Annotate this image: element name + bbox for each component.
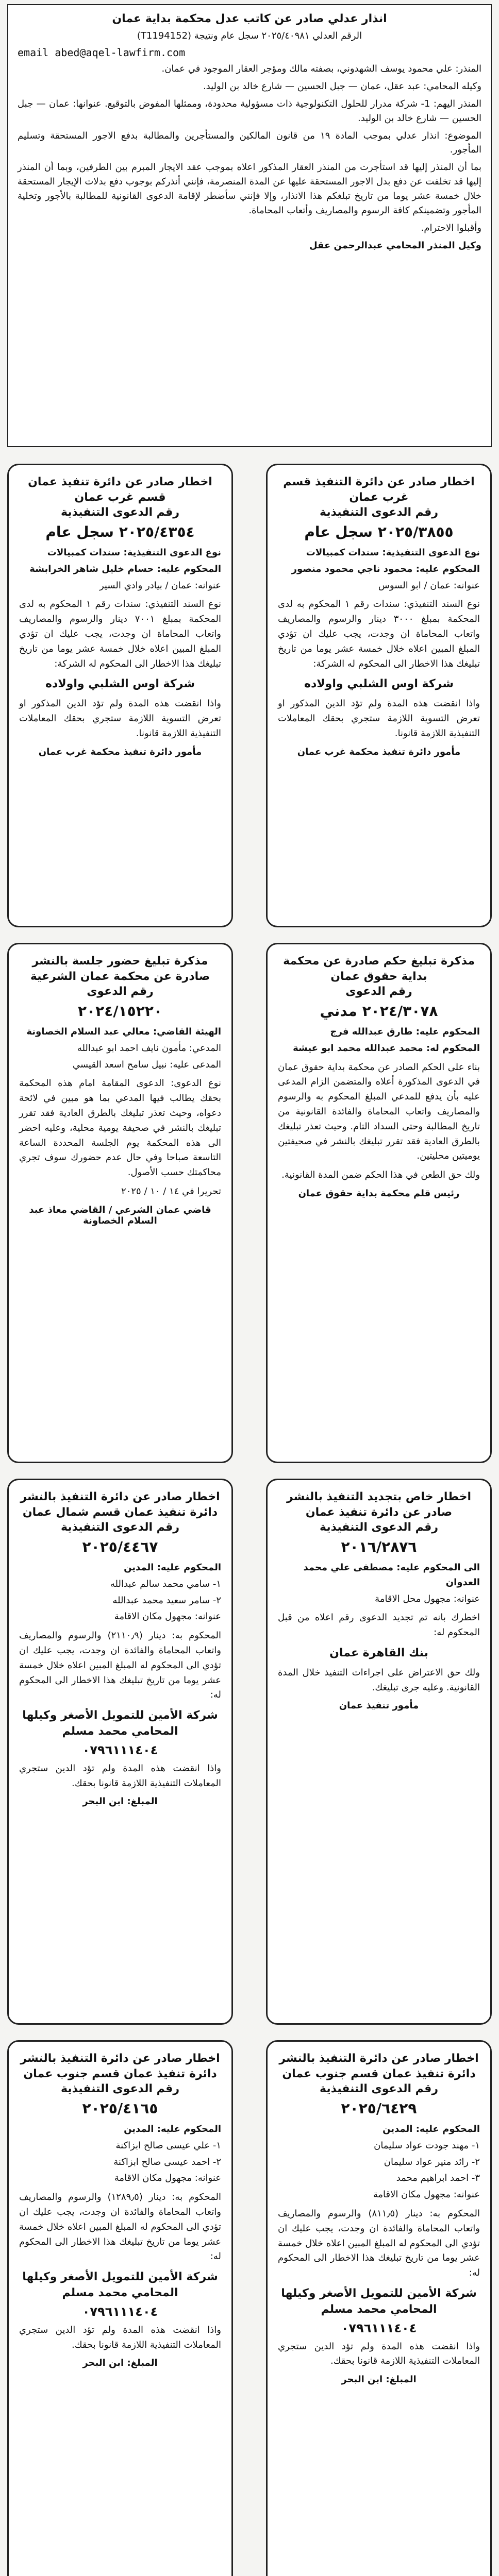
notice-signature: وكيل المنذر المحامي عبدالرحمن عقل <box>309 240 481 251</box>
notice-paragraph: بما أن المنذر إليها قد استأجرت من المنذر العقار المذكور اعلاه بموجب عقد الايجار المبرم بين الطرفين، وبما أن المنذر إليها قد تخلفت عن دفع بدل الاجور المستحقة عليها عن المدة المنصرمة، فإنني أنذركم بوجوب دفع بدلات الإيجار المستحقة خلال خمسة عشر يوما من تاريخ تبلغكم هذا الانذار، وإلا فإنني سأضطر لإقامة الدعوى القانونية للمطالبة بالأجور وتخلية المأجور وتضمينكم كافة الرسوم والمصاريف وأتعاب المحاماة. <box>18 162 481 216</box>
card-footer: واذا انقضت هذه المدة ولم تؤد الدين المذكور او تعرض التسوية اللازمة ستجري بحقك المعاملات التنفيذية اللازمة قانونا. <box>19 698 221 739</box>
card-body: نوع السند التنفيذي: سندات رقم ١ المحكوم به لدى المحكمة بمبلغ ٣٠٠٠ دينار والرسوم والمصاريف واتعاب المحاماة ان وجدت، يجب عليك ان تؤدي المبلغ المبين اعلاه خلال خمسة عشر يوما من تاريخ تبليغك هذا الاخطار الى المحكوم له الشركة: <box>278 599 480 669</box>
notice-header: انذار عدلي صادر عن كاتب عدل محكمة بداية عمان <box>112 12 387 25</box>
card-body: نوع الدعوى: الدعوى المقامة امام هذه المحكمة بحقك يطالب فيها المدعي بما هو مبين في لائحة دعواه، وحيث تعذر تبليغك بالطرق العادية فقد تقرر تبليغك بالنشر في صحيفة يومية محلية، وعليه احضر الى هذه المحكمة يوم الجلسة المحددة الساعة التاسعة صباحا وفي حال عدم حضورك سوف تجري محاكمتك حسب الأصول. <box>19 1078 221 1178</box>
case-number-label: رقم الدعوى التنفيذية <box>319 506 439 519</box>
case-number: ٢٠٢٥/٤٣٥٤ سجل عام <box>45 523 195 541</box>
card-line: المحكوم عليه: طارق عبدالله فرج <box>330 1026 480 1038</box>
judgment-notice-card <box>266 943 492 1463</box>
card-body: نوع السند التنفيذي: سندات رقم ١ المحكوم به لدى المحكمة بمبلغ ٧٠٠١ دينار والرسوم والمصاريف واتعاب المحاماة ان وجدت، يجب عليك ان تؤدي المبلغ المبين اعلاه خلال خمسة عشر يوما من تاريخ تبليغك هذا الاخطار الى المحكوم له الشركة: <box>19 599 221 669</box>
card-line: ١- سامي محمد سالم عبدالله <box>110 1578 221 1589</box>
case-number-label: رقم الدعوى التنفيذية <box>60 2082 180 2096</box>
case-number-label: رقم الدعوى <box>87 985 154 998</box>
card-line: ١- مهند جودت عواد سليمان <box>374 2140 480 2151</box>
execution-notice-card <box>7 2040 233 2576</box>
card-footer: تحريرا في ١٤ / ١٠ / ٢٠٢٥ <box>121 1186 221 1197</box>
card-title: اخطار صادر عن دائرة التنفيذ قسم غرب عمان <box>283 476 475 504</box>
phone-number: ٠٧٩٦١١١٤٠٤ <box>82 2304 158 2319</box>
card-line: المحكوم له: محمد عبدالله محمد ابو عيشة <box>293 1042 480 1054</box>
card-signature: مأمور دائرة تنفيذ محكمة غرب عمان <box>38 746 202 757</box>
card-body: المحكوم به: دينار (٢١١٠٫٩) والرسوم والمصاريف واتعاب المحاماة والفائدة ان وجدت، يجب عليك ان تؤدي الى المحكوم له المبلغ المبين اعلاه خلال خمسة عشر يوما من تاريخ تبليغك هذا الاخطار الى المحكوم له: <box>19 1630 221 1701</box>
card-footer: واذا انقضت هذه المدة ولم تؤد الدين ستجري المعاملات التنفيذية اللازمة قانونا بحقك. <box>19 1762 221 1789</box>
card-line: ١- علي عيسى صالح ابزاكنة <box>115 2140 221 2151</box>
card-line: عنوانه: مجهول مكان الاقامة <box>114 1611 221 1622</box>
card-signature: المبلغ: ابن البحر <box>82 2358 158 2369</box>
card-title: اخطار خاص بتجديد التنفيذ بالنشر صادر عن دائرة تنفيذ عمان <box>287 1490 471 1519</box>
notice-paragraph: المنذر اليهم: 1- شركة مدرار للحلول التكنولوجية ذات مسؤولية محدودة، وممثلها المفوض بالتوقيع. عنوانها: عمان — جبل الحسين — شارع خالد بن الوليد. <box>18 98 482 124</box>
card-line: عنوانه: عمان / ابو السوس <box>378 580 480 591</box>
card-line: الهيئة القاضي: معالي عبد السلام الخصاونة <box>26 1026 221 1038</box>
card-line: ٢- سامر سعيد محمد عبدالله <box>112 1595 221 1606</box>
card-title: اخطار صادر عن دائرة التنفيذ بالنشر دائرة تنفيذ عمان قسم جنوب عمان <box>20 2052 220 2080</box>
case-number-label: رقم الدعوى التنفيذية <box>60 506 180 519</box>
creditor-name: بنك القاهرة عمان <box>329 1647 428 1660</box>
card-line: المدعي: مأمون نايف احمد ابو عبدالله <box>77 1042 221 1054</box>
card-line: المحكوم عليه: المدين <box>124 2124 221 2135</box>
card-body: اخطرك بانه تم تجديد الدعوى رقم اعلاه من قبل المحكوم له: <box>278 1612 480 1638</box>
card-title: مذكرة تبليغ حكم صادرة عن محكمة بداية حقوق عمان <box>283 955 475 983</box>
case-number-label: رقم الدعوى التنفيذية <box>60 1521 180 1534</box>
execution-notice-card <box>7 464 233 927</box>
card-line: نوع الدعوى التنفيذية: سندات كمبيالات <box>47 547 221 558</box>
case-number-label: رقم الدعوى التنفيذية <box>319 2082 439 2096</box>
card-signature: مأمور دائرة تنفيذ محكمة غرب عمان <box>297 746 461 757</box>
creditor-name: شركة الأمين للتمويل الأصغر وكيلها المحامي محمد مسلم <box>22 2270 218 2300</box>
creditor-name: شركة اوس الشلبي واولاده <box>45 677 195 691</box>
creditor-name: شركة الأمين للتمويل الأصغر وكيلها المحامي محمد مسلم <box>281 2287 477 2316</box>
card-footer: واذا انقضت هذه المدة ولم تؤد الدين ستجري المعاملات التنفيذية اللازمة قانونا بحقك. <box>278 2341 480 2367</box>
card-title: اخطار صادر عن دائرة تنفيذ عمان قسم غرب عمان <box>28 476 212 504</box>
case-number: ٢٠٢٤/٣٠٧٨ مدني <box>320 1003 438 1020</box>
notice-paragraph: الموضوع: انذار عدلي بموجب المادة ١٩ من قانون المالكين والمستأجرين والمطالبة بدفع الاجور المستحقة وتسليم المأجور. <box>18 130 481 156</box>
phone-number: ٠٧٩٦١١١٤٠٤ <box>82 1742 158 1757</box>
case-number: ٢٠٢٥/٦٤٢٩ <box>341 2100 417 2117</box>
renewal-notice-card <box>266 1479 492 2025</box>
card-body: المحكوم به: دينار (١٢٨٩٫٥) والرسوم والمصاريف واتعاب المحاماة والفائدة ان وجدت، يجب عليك ان تؤدي الى المحكوم له المبلغ المبين اعلاه خلال خمسة عشر يوما من تاريخ تبليغك هذا الاخطار الى المحكوم له: <box>19 2192 221 2262</box>
case-number-label: رقم الدعوى التنفيذية <box>319 1521 439 1534</box>
card-line: عنوانه: مجهول مكان الاقامة <box>114 2173 221 2184</box>
card-title: اخطار صادر عن دائرة التنفيذ بالنشر دائرة تنفيذ عمان قسم شمال عمان <box>20 1490 220 1519</box>
card-signature: المبلغ: ابن البحر <box>82 1796 158 1807</box>
case-number: ٢٠١٦/٢٨٧٦ <box>341 1538 417 1556</box>
notice-paragraph: المنذر: علي محمود يوسف الشهدوني، بصفته مالك ومؤجر العقار الموجود في عمان. <box>161 63 481 74</box>
notice-email: email abed@aqel-lawfirm.com <box>18 46 186 59</box>
card-line: عنوانه: مجهول محل الاقامة <box>375 1593 480 1604</box>
card-body: بناء على الحكم الصادر عن محكمة بداية حقوق عمان في الدعوى المذكورة أعلاه والمتضمن الزام المدعى عليه بأن يدفع للمدعي المبلغ المحكوم به والرسوم والمصاريف واتعاب المحاماة والفائدة القانونية من تاريخ المطالبة وحتى السداد التام. وحيث تعذر تبليغك بالطرق العادية فقد تقرر تبليغك بالنشر في صحيفتين يوميتين محليتين. <box>278 1061 480 1162</box>
card-line: عنوانه: مجهول مكان الاقامة <box>373 2189 480 2200</box>
notice-paragraph: وكيله المحامي: عبد عقل، عمان — جبل الحسين — شارع خالد بن الوليد. <box>203 80 481 92</box>
card-title: اخطار صادر عن دائرة التنفيذ بالنشر دائرة تنفيذ عمان قسم جنوب عمان <box>279 2052 479 2080</box>
card-footer: ولك حق الطعن في هذا الحكم ضمن المدة القانونية. <box>281 1170 480 1181</box>
execution-notice-card <box>266 2040 492 2576</box>
card-footer: واذا انقضت هذه المدة ولم تؤد الدين ستجري المعاملات التنفيذية اللازمة قانونا بحقك. <box>19 2324 221 2350</box>
execution-notice-card <box>7 1479 233 2025</box>
card-line: المحكوم عليه: حسام خليل شاهر الخرابشة <box>29 563 221 574</box>
card-signature: قاضي عمان الشرعي / القاضي معاذ عبد السلام الخصاونة <box>29 1204 211 1226</box>
notice-reference: الرقم العدلي ٢٠٢٥/٤٠٩٨١ سجل عام ونتيجة (T1194152) <box>137 30 362 41</box>
legal-notice-top <box>7 4 492 447</box>
card-line: المحكوم عليه: المدين <box>124 1562 221 1573</box>
card-line: المدعى عليه: نبيل سامح اسعد القيسي <box>72 1059 221 1070</box>
card-line: ٢- احمد عيسى صالح ابزاكنة <box>113 2156 221 2167</box>
card-signature: رئيس قلم محكمة بداية حقوق عمان <box>298 1188 460 1199</box>
card-signature: مأمور تنفيذ عمان <box>339 1700 419 1711</box>
card-line: الى المحكوم عليه: مصطفى علي محمد العدوان <box>303 1562 480 1588</box>
card-title: مذكرة تبليغ حضور جلسة بالنشر صادرة عن محكمة عمان الشرعية <box>30 955 210 983</box>
case-number: ٢٠٢٥/٤١٦٥ <box>82 2100 158 2117</box>
card-body: المحكوم به: دينار (٨١١٫٥) والرسوم والمصاريف واتعاب المحاماة والفائدة ان وجدت، يجب عليك ان تؤدي الى المحكوم له المبلغ المبين اعلاه خلال خمسة عشر يوما من تاريخ تبليغك هذا الاخطار الى المحكوم له: <box>278 2208 480 2279</box>
phone-number: ٠٧٩٦١١١٤٠٤ <box>341 2320 417 2335</box>
card-footer: واذا انقضت هذه المدة ولم تؤد الدين المذكور او تعرض التسوية اللازمة ستجري بحقك المعاملات التنفيذية اللازمة قانونا. <box>278 698 480 739</box>
case-number: ٢٠٢٥/٣٨٥٥ سجل عام <box>304 523 454 541</box>
execution-notice-card <box>266 464 492 927</box>
card-line: ٢- رائد منير عواد سليمان <box>384 2156 480 2167</box>
case-number: ٢٠٢٥/٤٤٦٧ <box>82 1538 158 1556</box>
card-line: نوع الدعوى التنفيذية: سندات كمبيالات <box>306 547 480 558</box>
creditor-name: شركة الأمين للتمويل الأصغر وكيلها المحامي محمد مسلم <box>22 1709 218 1738</box>
notice-paragraph: وأقبلوا الاحترام. <box>421 222 481 233</box>
card-line: عنوانه: عمان / بيادر وادي السير <box>99 580 221 591</box>
card-line: المحكوم عليه: محمود ناجي محمود منصور <box>291 563 480 574</box>
card-line: المحكوم عليه: المدين <box>382 2124 480 2135</box>
case-number-label: رقم الدعوى <box>345 985 412 998</box>
summons-notice-card <box>7 943 233 1463</box>
creditor-name: شركة اوس الشلبي واولاده <box>304 677 454 691</box>
card-footer: ولك حق الاعتراض على اجراءات التنفيذ خلال المدة القانونية. وعليه جرى تبليغك. <box>278 1667 480 1693</box>
case-number: ٢٠٢٤/١٥٢٢٠ <box>77 1003 163 1020</box>
card-line: ٣- احمد ابراهيم محمد <box>396 2173 480 2184</box>
card-signature: المبلغ: ابن البحر <box>341 2374 417 2385</box>
